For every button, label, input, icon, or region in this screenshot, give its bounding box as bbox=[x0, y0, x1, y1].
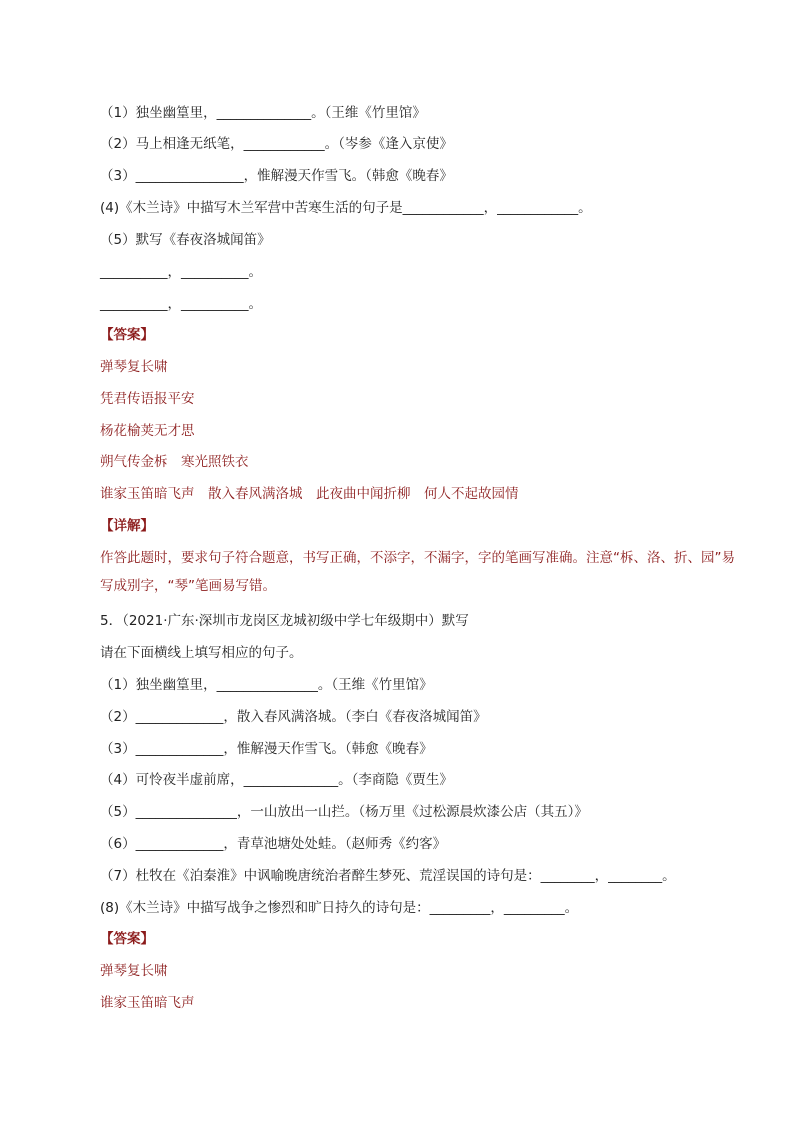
q4-detail-heading: 【详解】 bbox=[100, 518, 154, 534]
q4-answer-heading: 【答案】 bbox=[100, 327, 154, 343]
q4-answer-2: 凭君传语报平安 bbox=[100, 391, 195, 407]
q4-item-2: （2）马上相逢无纸笔，____________。（岑参《逢入京使》 bbox=[100, 136, 453, 152]
q4-answer-4: 朔气传金柝 寒光照铁衣 bbox=[100, 454, 249, 470]
q5-answer-1: 弹琴复长啸 bbox=[100, 963, 168, 979]
q5-answer-2: 谁家玉笛暗飞声 bbox=[100, 995, 195, 1011]
q5-item-5: （5）_______________，一山放出一山拦。（杨万里《过松源晨炊漆公店（其五）》 bbox=[100, 804, 588, 820]
q5-item-6: （6）_____________，青草池塘处处蛙。（赵师秀《约客》 bbox=[100, 836, 447, 852]
q4-answer-3: 杨花榆荚无才思 bbox=[100, 423, 195, 439]
q5-title: 5．（2021·广东·深圳市龙岗区龙城初级中学七年级期中）默写 bbox=[100, 613, 469, 629]
q5-item-2: （2）_____________，散入春风满洛城。（李白《春夜洛城闻笛》 bbox=[100, 709, 487, 725]
q5-item-7: （7）杜牧在《泊秦淮》中讽喻晚唐统治者醉生梦死、荒淫误国的诗句是：________，________。 bbox=[100, 868, 676, 884]
q5-item-3: （3）_____________，惟解漫天作雪飞。（韩愈《晚春》 bbox=[100, 741, 433, 757]
q5-item-8: (8)《木兰诗》中描写战争之惨烈和旷日持久的诗句是：_________，_________。 bbox=[100, 900, 579, 916]
q4-blank-line-1: __________，__________。 bbox=[100, 264, 262, 280]
q4-detail-text: 作答此题时，要求句子符合题意，书写正确，不添字，不漏字，字的笔画写准确。注意“柝、洛、折、园”易写成别字，“琴”笔画易写错。 bbox=[100, 550, 735, 594]
q4-blank-line-2: __________，__________。 bbox=[100, 296, 262, 312]
q5-answer-heading: 【答案】 bbox=[100, 931, 154, 947]
q5-instruction: 请在下面横线上填写相应的句子。 bbox=[100, 645, 303, 661]
q4-item-4: (4)《木兰诗》中描写木兰军营中苦寒生活的句子是____________，____________。 bbox=[100, 200, 592, 216]
q5-item-1: （1）独坐幽篁里，_______________。（王维《竹里馆》 bbox=[100, 677, 433, 693]
q4-item-1: （1）独坐幽篁里，______________。（王维《竹里馆》 bbox=[100, 105, 426, 121]
q4-answer-1: 弹琴复长啸 bbox=[100, 359, 168, 375]
q4-item-3: （3）________________，惟解漫天作雪飞。（韩愈《晚春》 bbox=[100, 168, 453, 184]
q4-item-5: （5）默写《春夜洛城闻笛》 bbox=[100, 232, 271, 248]
q5-item-4: （4）可怜夜半虚前席，______________。（李商隐《贾生》 bbox=[100, 772, 453, 788]
q4-answer-5: 谁家玉笛暗飞声 散入春风满洛城 此夜曲中闻折柳 何人不起故园情 bbox=[100, 486, 519, 502]
